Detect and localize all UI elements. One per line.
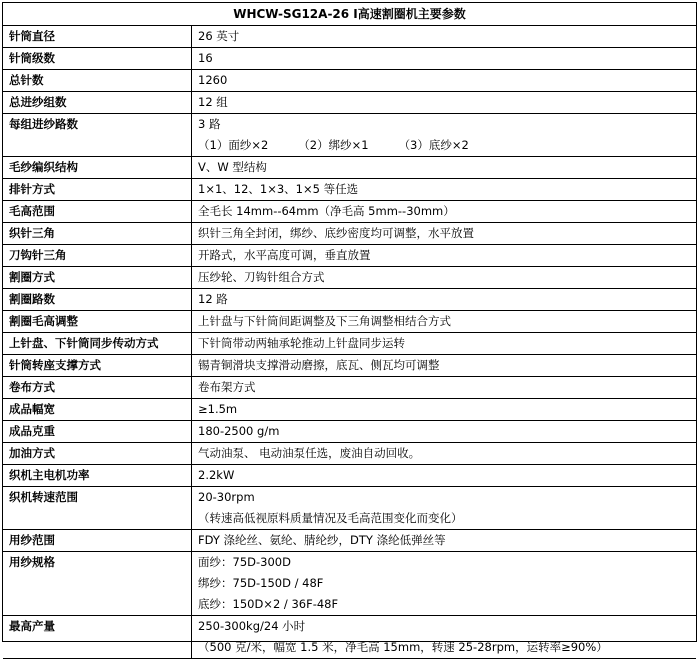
table-row (3, 355, 696, 377)
param-value (192, 552, 697, 616)
param-value (192, 245, 697, 267)
param-label (3, 443, 192, 465)
table-row (3, 179, 696, 201)
table-row (3, 530, 696, 552)
param-label (3, 26, 192, 48)
param-label-text: 刀钩针三角 (9, 248, 67, 262)
param-label-text: 总进纱组数 (9, 95, 67, 109)
param-value (192, 92, 697, 114)
param-label (3, 201, 192, 223)
param-label-text: 割圈毛高调整 (9, 314, 78, 328)
spec-sheet (2, 2, 697, 654)
param-value (192, 223, 697, 245)
param-label-text: 割圈路数 (9, 292, 55, 306)
table-row (3, 333, 696, 355)
table-row (3, 443, 696, 465)
param-value-text: 锡青铜滑块支撑滑动磨擦，底瓦、侧瓦均可调整 (198, 358, 440, 372)
param-value-text: 250-300kg/24 小时 (198, 619, 306, 633)
param-label (3, 179, 192, 201)
sheet-title: WHCW-SG12A-26 Ⅰ高速割圈机主要参数 (3, 3, 696, 26)
param-value (192, 114, 697, 157)
param-value (192, 179, 697, 201)
param-label (3, 311, 192, 333)
table-row (3, 48, 696, 70)
table-row (3, 487, 696, 530)
param-value-text: 开路式，水平高度可调，垂直放置 (198, 248, 371, 262)
table-row (3, 70, 696, 92)
param-value-text: FDY 涤纶丝、氨纶、腈纶纱，DTY 涤纶低弹丝等 (198, 533, 446, 547)
param-value (192, 487, 697, 530)
param-label-text: 毛纱编织结构 (9, 160, 78, 174)
param-label-text: 针筒直径 (9, 29, 55, 43)
param-value-text: ≥1.5m (198, 402, 238, 416)
param-value-text: 上针盘与下针筒间距调整及下三角调整相结合方式 (198, 314, 451, 328)
table-row (3, 399, 696, 421)
table-row (3, 157, 696, 179)
param-label-text: 割圈方式 (9, 270, 55, 284)
param-value-note: （500 克/米，幅宽 1.5 米，净毛高 15mm，转速 25-28rpm，运转率≥90%） (198, 640, 608, 654)
table-row (3, 616, 696, 659)
param-value (192, 355, 697, 377)
table-row (3, 201, 696, 223)
param-value-text: 压纱轮、刀钩针组合方式 (198, 270, 325, 284)
yarn-path-item: （2）绑纱×1 (298, 138, 369, 152)
param-value (192, 311, 697, 333)
yarn-path-item: （1）面纱×2 (198, 138, 269, 152)
param-label (3, 487, 192, 530)
table-row (3, 552, 696, 616)
param-value-text: 织针三角全封闭，绑纱、底纱密度均可调整，水平放置 (198, 226, 474, 240)
param-label-text: 针筒级数 (9, 51, 55, 65)
param-label (3, 377, 192, 399)
param-label (3, 355, 192, 377)
param-label-text: 用纱范围 (9, 533, 55, 547)
param-value-text: 全毛长 14mm--64mm（净毛高 5mm--30mm） (198, 204, 455, 218)
param-label (3, 465, 192, 487)
param-label (3, 399, 192, 421)
param-value-text: 气动油泵、 电动油泵任选，废油自动回收。 (198, 446, 421, 460)
param-label (3, 223, 192, 245)
param-value-text: 1260 (198, 73, 228, 87)
param-value-note: （转速高低视原料质量情况及毛高范围变化而变化） (198, 511, 463, 525)
param-value-line: 绑纱：75D-150D / 48F (198, 576, 324, 590)
param-label (3, 92, 192, 114)
param-value (192, 399, 697, 421)
param-value-text: 卷布架方式 (198, 380, 256, 394)
param-value-text: 面纱：75D-300D (198, 555, 291, 569)
param-label (3, 267, 192, 289)
param-label (3, 114, 192, 157)
param-value-text: 26 英寸 (198, 29, 240, 43)
param-value (192, 443, 697, 465)
table-row (3, 311, 696, 333)
param-value-text: 2.2kW (198, 468, 235, 482)
param-value-text: 180-2500 g/m (198, 424, 280, 438)
param-value (192, 70, 697, 92)
param-label-text: 毛高范围 (9, 204, 55, 218)
table-row (3, 465, 696, 487)
param-label (3, 157, 192, 179)
param-value-text: 下针筒带动两轴承轮推动上针盘同步运转 (198, 336, 405, 350)
param-value (192, 267, 697, 289)
param-value (192, 201, 697, 223)
param-value (192, 530, 697, 552)
param-label (3, 333, 192, 355)
param-value-line: 底纱：150D×2 / 36F-48F (198, 597, 339, 611)
param-value-text: 1×1、12、1×3、1×5 等任选 (198, 182, 359, 196)
param-label-text: 织机转速范围 (9, 490, 78, 504)
param-label-text: 织机主电机功率 (9, 468, 90, 482)
table-row (3, 245, 696, 267)
param-label (3, 530, 192, 552)
param-value-text: 16 (198, 51, 213, 65)
param-label-text: 成品克重 (9, 424, 55, 438)
param-label (3, 70, 192, 92)
param-label-text: 加油方式 (9, 446, 55, 460)
table-row (3, 289, 696, 311)
param-label (3, 421, 192, 443)
param-value (192, 465, 697, 487)
yarn-path-item: （3）底纱×2 (398, 138, 469, 152)
param-value (192, 421, 697, 443)
param-label-text: 上针盘、下针筒同步传动方式 (9, 336, 159, 350)
param-label-text: 织针三角 (9, 226, 55, 240)
param-label (3, 289, 192, 311)
param-value (192, 333, 697, 355)
param-value (192, 26, 697, 48)
yarn-path-items (198, 135, 690, 156)
param-label-text: 总针数 (9, 73, 44, 87)
table-row (3, 92, 696, 114)
param-value-text: V、W 型结构 (198, 160, 267, 174)
param-label (3, 552, 192, 616)
param-label-text: 成品幅宽 (9, 402, 55, 416)
param-value-text: 20-30rpm (198, 490, 255, 504)
param-label-text: 排针方式 (9, 182, 55, 196)
table-row (3, 26, 696, 48)
param-label-text: 最高产量 (9, 619, 55, 633)
param-value-text: 12 组 (198, 95, 228, 109)
param-value (192, 157, 697, 179)
param-label-text: 用纱规格 (9, 555, 55, 569)
param-label-text: 每组进纱路数 (9, 117, 78, 131)
param-label (3, 245, 192, 267)
spec-table (3, 26, 696, 659)
param-value-text: 12 路 (198, 292, 228, 306)
param-value (192, 616, 697, 659)
param-value-text: 3 路 (198, 117, 221, 131)
param-label-text: 针筒转座支撑方式 (9, 358, 101, 372)
param-label (3, 48, 192, 70)
table-row (3, 377, 696, 399)
param-value (192, 48, 697, 70)
param-value (192, 377, 697, 399)
table-row (3, 421, 696, 443)
param-label-text: 卷布方式 (9, 380, 55, 394)
table-row (3, 267, 696, 289)
param-value (192, 289, 697, 311)
param-label (3, 616, 192, 659)
table-row (3, 114, 696, 157)
table-row (3, 223, 696, 245)
